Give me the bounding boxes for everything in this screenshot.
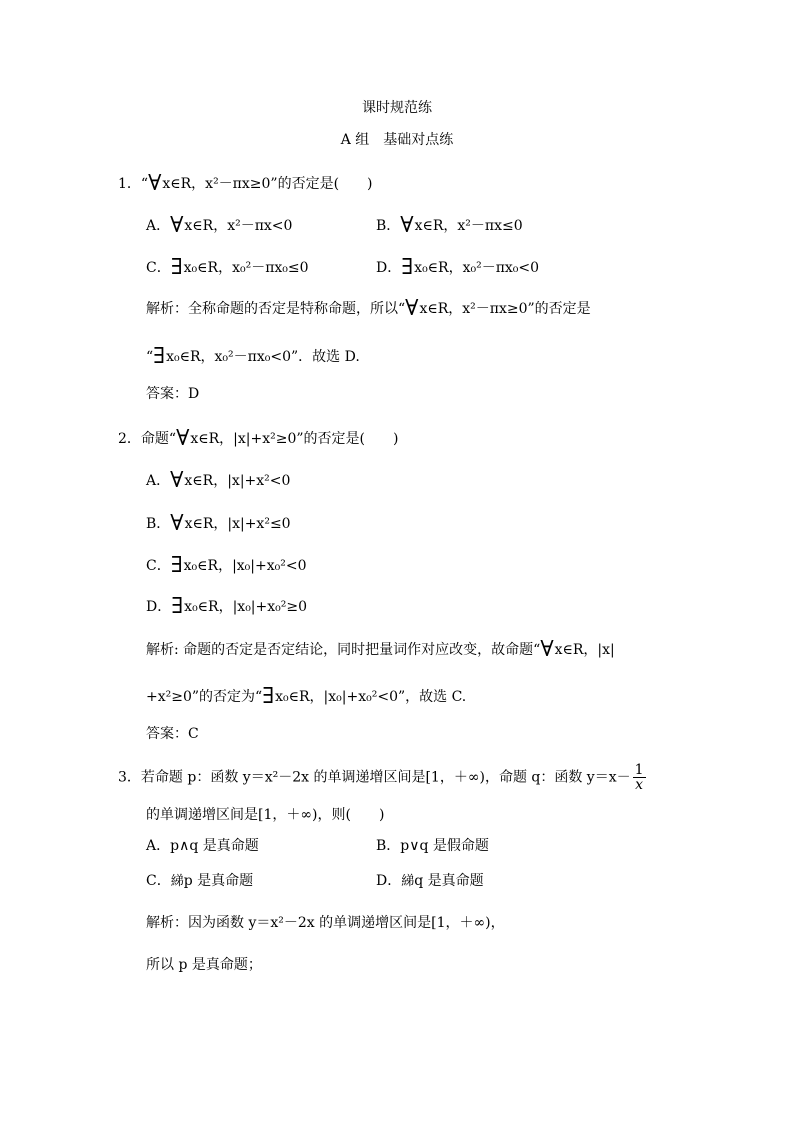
exists-icon: ∃ (401, 255, 414, 280)
page-title: 课时规范练 (362, 100, 432, 116)
answer: 答案：D (146, 386, 200, 402)
analysis-line: +x²≥0”的否定为“∃x₀∈R，|x₀|+x₀²<0”，故选 C. (146, 684, 467, 709)
option-a: A．p∧q 是真命题 (146, 838, 259, 854)
option-d: D．∃x₀∈R，|x₀|+x₀²≥0 (146, 594, 308, 619)
question-3-stem: 3．若命题 p：函数 y＝x²－2x 的单调递增区间是[1，＋∞)，命题 q：函数 y＝x－ $\frac{1}{x}$ (118, 762, 644, 793)
negation-icon: 綈 (401, 874, 415, 889)
fraction-numerator: 1 (634, 762, 644, 778)
option-b: B．∀x∈R，|x|+x²≤0 (146, 511, 291, 536)
forall-icon: ∀ (400, 213, 414, 238)
question-1-stem: 1．“∀x∈R，x²－πx≥0”的否定是( ) (118, 171, 373, 196)
option-c: C．∃x₀∈R，|x₀|+x₀²<0 (146, 553, 307, 578)
analysis-line: 解析：全称命题的否定是特称命题，所以“∀x∈R，x²－πx≥0”的否定是 (146, 296, 591, 321)
option-c: C．綈p 是真命题 (146, 873, 254, 889)
exists-icon: ∃ (170, 255, 183, 280)
question-2-stem: 2．命题“∀x∈R，|x|+x²≥0”的否定是( ) (118, 426, 399, 451)
option-b: B．p∨q 是假命题 (376, 838, 489, 854)
option-b: B．∀x∈R，x²－πx≤0 (376, 213, 523, 238)
option-a: A．∀x∈R，x²－πx<0 (146, 213, 293, 238)
answer: 答案：C (146, 726, 199, 742)
question-number: 1． (118, 176, 141, 192)
option-d: D．綈q 是真命题 (376, 873, 484, 889)
negation-icon: 綈 (170, 874, 184, 889)
forall-icon: ∀ (540, 637, 554, 662)
forall-icon: ∀ (148, 171, 162, 196)
option-d: D．∃x₀∈R，x₀²－πx₀<0 (376, 255, 540, 280)
forall-icon: ∀ (170, 511, 184, 536)
forall-icon: ∀ (170, 468, 184, 493)
fraction-denominator: x (635, 777, 644, 793)
question-number: 3． (118, 769, 141, 786)
section-subtitle: A 组 基础对点练 (340, 132, 454, 148)
forall-icon: ∀ (405, 296, 419, 321)
analysis-line: 解析：因为函数 y＝x²－2x 的单调递增区间是[1，＋∞)， (146, 915, 505, 931)
exists-icon: ∃ (262, 684, 275, 709)
fraction (633, 763, 646, 792)
option-c: C．∃x₀∈R，x₀²－πx₀≤0 (146, 255, 309, 280)
question-number: 2． (118, 431, 141, 447)
question-3-stem-cont: 的单调递增区间是[1，＋∞)，则( ) (146, 807, 385, 823)
analysis-line: 所以 p 是真命题； (146, 957, 262, 973)
analysis-line: 解析: 命题的否定是否定结论，同时把量词作对应改变，故命题“∀x∈R，|x| (146, 637, 615, 662)
exists-icon: ∃ (171, 594, 184, 619)
analysis-line: “∃x₀∈R，x₀²－πx₀<0”．故选 D. (146, 344, 360, 369)
exists-icon: ∃ (170, 553, 183, 578)
forall-icon: ∀ (170, 213, 184, 238)
exists-icon: ∃ (153, 344, 166, 369)
option-a: A．∀x∈R，|x|+x²<0 (146, 468, 291, 493)
forall-icon: ∀ (176, 426, 190, 451)
